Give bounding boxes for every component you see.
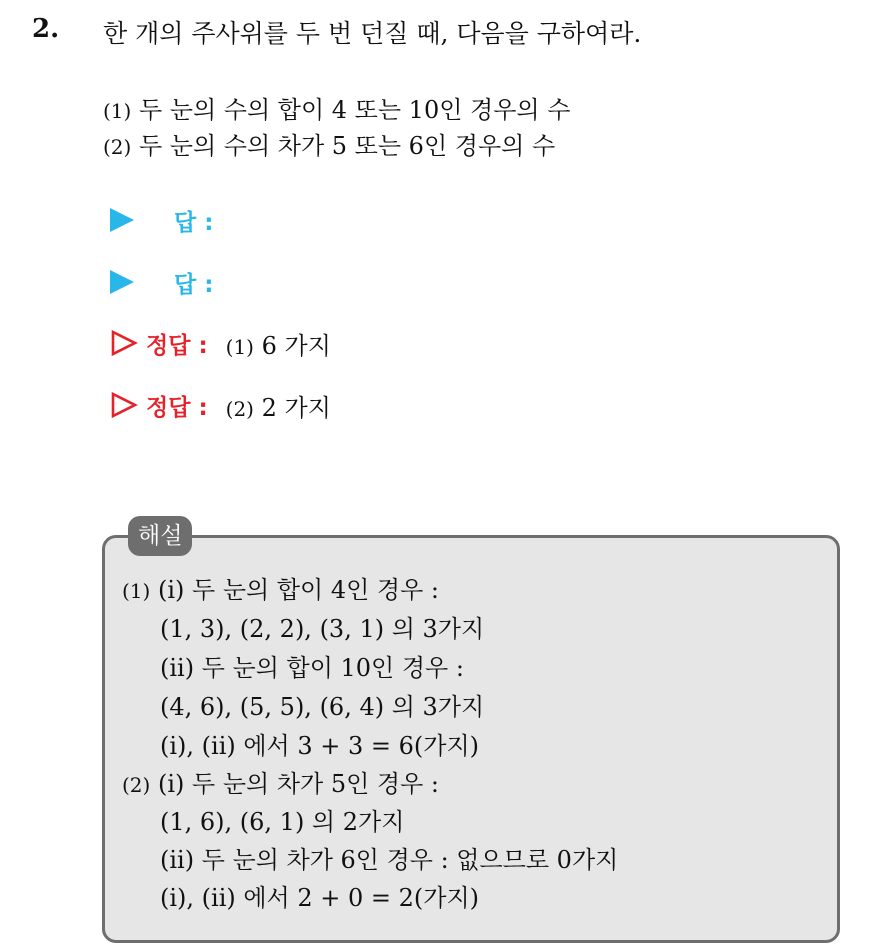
explanation-line — [160, 840, 618, 875]
answer-input-row-2[interactable] — [110, 265, 213, 299]
explanation-number: (1) — [122, 579, 151, 603]
explanation-text: (i), (ii) 에서 3 + 3 = 6(가지) — [160, 732, 480, 760]
correct-answer-label: 정답 : — [146, 394, 208, 421]
explanation-line — [160, 878, 479, 913]
explanation-line — [160, 609, 484, 644]
explanation-text: (i) 두 눈의 차가 5인 경우 : — [157, 770, 439, 798]
explanation-text: (4, 6), (5, 5), (6, 4) 의 3가지 — [160, 693, 485, 721]
sub-question-text: 두 눈의 수의 합이 4 또는 10인 경우의 수 — [138, 96, 571, 124]
explanation-text: (i) 두 눈의 합이 4인 경우 : — [157, 576, 439, 604]
explanation-line — [160, 802, 404, 837]
explanation-tag: 해설 — [128, 516, 192, 556]
answer-input-row-1[interactable] — [110, 203, 213, 237]
explanation-line — [122, 570, 439, 605]
sub-question-text: 두 눈의 수의 차가 5 또는 6인 경우의 수 — [138, 132, 556, 160]
sub-question-number: (1) — [103, 99, 132, 123]
play-arrow-icon — [110, 270, 134, 294]
correct-answer-text: 2 가지 — [261, 393, 331, 422]
answer-label: 답 : — [174, 209, 214, 236]
play-arrow-icon — [110, 208, 134, 232]
explanation-text: (i), (ii) 에서 2 + 0 = 2(가지) — [160, 884, 480, 912]
explanation-line — [160, 687, 484, 722]
correct-answer-value — [226, 388, 331, 423]
answer-label: 답 : — [174, 271, 214, 298]
explanation-text: (ii) 두 눈의 차가 6인 경우 : 없으므로 0가지 — [160, 846, 619, 874]
problem-number: 2. — [32, 14, 60, 44]
correct-answer-value — [226, 326, 331, 361]
outline-arrow-icon — [110, 391, 138, 419]
outline-arrow-icon — [110, 329, 138, 357]
sub-question-2 — [103, 126, 555, 161]
correct-answer-number: (2) — [225, 396, 254, 421]
correct-answer-row-1 — [110, 326, 331, 360]
explanation-text: (ii) 두 눈의 합이 10인 경우 : — [160, 654, 464, 682]
explanation-text: (1, 6), (6, 1) 의 2가지 — [160, 808, 405, 836]
explanation-text: (1, 3), (2, 2), (3, 1) 의 3가지 — [160, 615, 485, 643]
explanation-line — [160, 726, 479, 761]
sub-question-number: (2) — [103, 135, 132, 159]
explanation-number: (2) — [122, 773, 151, 797]
explanation-line — [160, 648, 464, 683]
correct-answer-label: 정답 : — [146, 332, 208, 359]
correct-answer-row-2 — [110, 388, 331, 422]
correct-answer-text: 6 가지 — [261, 331, 331, 360]
correct-answer-number: (1) — [225, 334, 254, 359]
question-text: 한 개의 주사위를 두 번 던질 때, 다음을 구하여라. — [103, 19, 642, 48]
explanation-line — [122, 764, 439, 799]
sub-question-1 — [103, 90, 570, 125]
